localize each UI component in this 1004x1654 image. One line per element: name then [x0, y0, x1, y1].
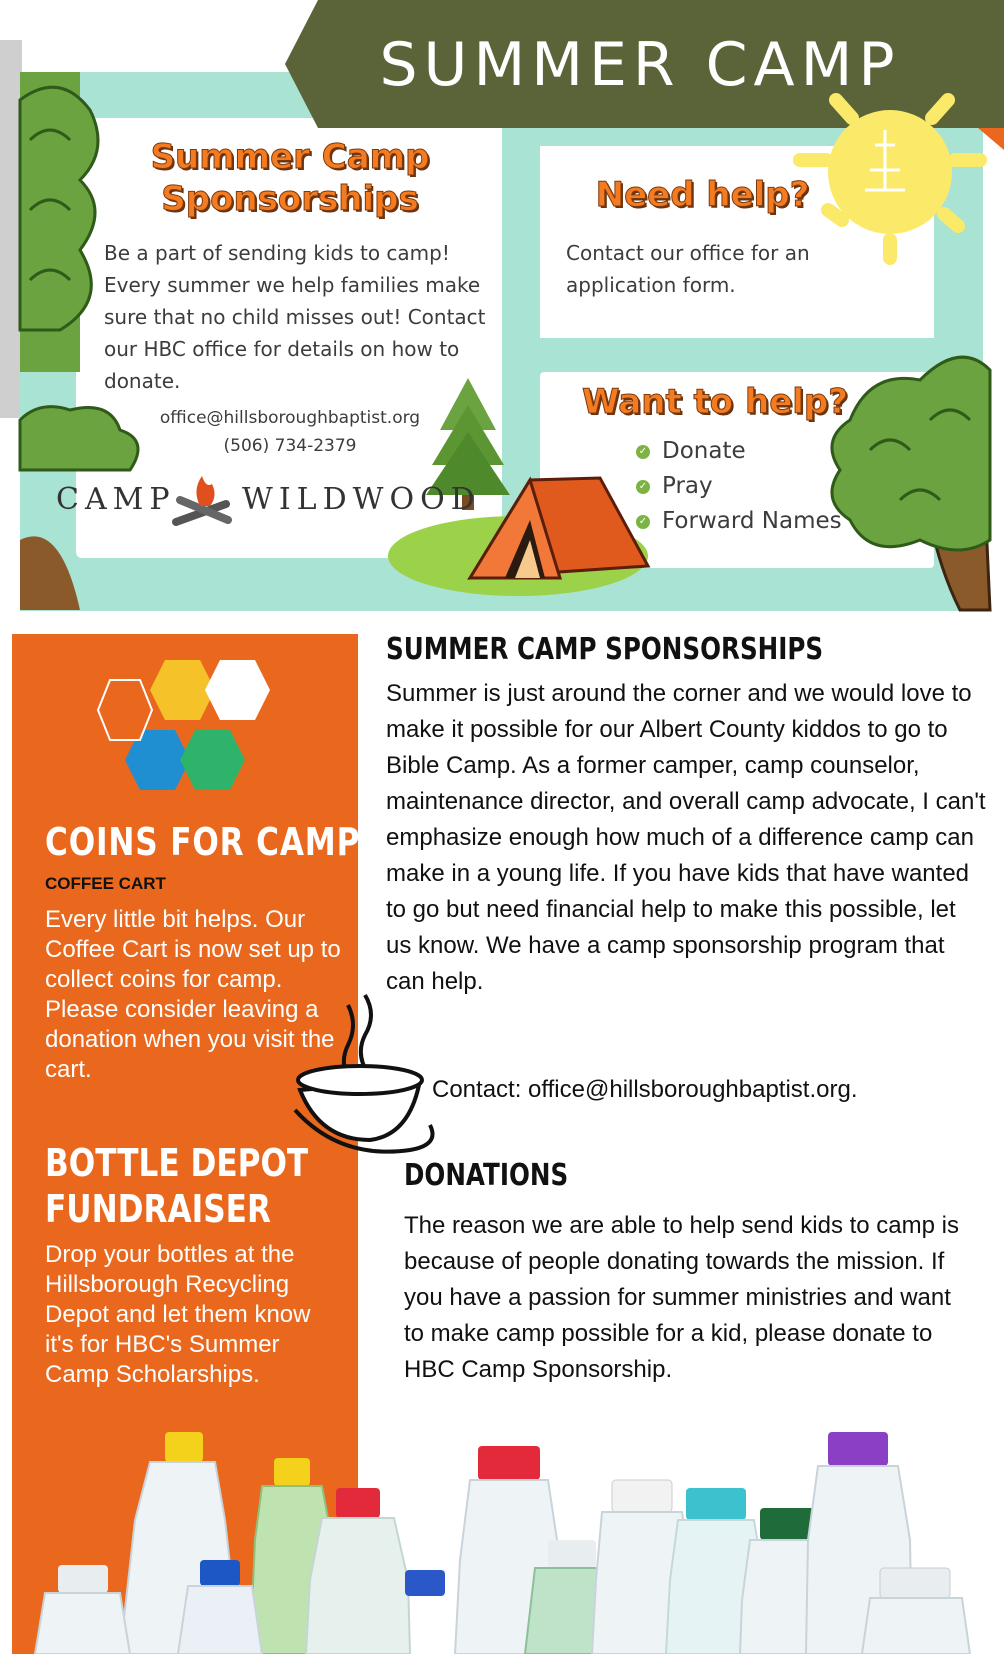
want-to-help-title: Want to help? — [582, 382, 848, 422]
bottle-depot-title — [45, 1140, 308, 1232]
want-to-help-list — [636, 434, 936, 539]
camp-logo-word2: WILDWOOD — [242, 482, 481, 517]
page-title: SUMMER CAMP — [379, 30, 901, 100]
donations-body: The reason we are able to help send kids to camp is because of people donating towards the mission. If you have a passion for summer ministries and want to make camp possible for a kid, please donate to HBC Camp Sponsorship. — [404, 1212, 959, 1383]
campfire-icon — [176, 476, 228, 522]
check-icon: ✓ — [636, 445, 650, 459]
coins-for-camp-title: COINS FOR CAMP — [45, 820, 361, 864]
hillz-kids-logo — [98, 660, 270, 790]
need-help-body: Contact our office for an application form. — [566, 241, 810, 297]
coins-for-camp-body: Every little bit helps. Our Coffee Cart is now set up to collect coins for camp. Please consider leaving a donation when you visit the cart. — [45, 906, 341, 1083]
need-help-title: Need help? — [595, 175, 810, 215]
sponsorships-phone[interactable]: (506) 734-2379 — [223, 436, 357, 456]
donations-title: DONATIONS — [404, 1158, 569, 1193]
bottle-title-line2: FUNDRAISER — [45, 1187, 271, 1231]
list-item — [636, 434, 936, 469]
coffee-cart-label: COFFEE CART — [45, 874, 166, 893]
list-item-label: Donate — [662, 438, 746, 464]
sponsorships-email[interactable]: office@hillsboroughbaptist.org — [159, 408, 421, 428]
bottle-depot-body: Drop your bottles at the Hillsborough Recycling Depot and let them know it's for HBC's Summer Camp Scholarships. — [45, 1241, 311, 1388]
main-article-title: SUMMER CAMP SPONSORSHIPS — [386, 632, 824, 667]
bottle-title-line1: BOTTLE DEPOT — [45, 1141, 309, 1185]
list-item-label: Forward Names — [662, 508, 842, 534]
camp-logo-word1: CAMP — [56, 482, 176, 517]
sponsorships-card-body: Be a part of sending kids to camp! Every summer we help families make sure that no child misses out! Contact our HBC office for details on how to donate. — [104, 241, 486, 393]
main-article-contact[interactable]: Contact: office@hillsboroughbaptist.org. — [432, 1076, 858, 1103]
sponsorships-title-line2: Sponsorships — [161, 179, 419, 219]
band-corner — [978, 128, 1004, 150]
check-icon: ✓ — [636, 480, 650, 494]
left-trunk-icon — [20, 536, 80, 610]
left-bush-icon — [20, 407, 138, 470]
sponsorships-title-line1: Summer Camp — [150, 137, 430, 177]
list-item — [636, 504, 936, 539]
bottles-illustration — [35, 1432, 970, 1654]
left-tree-icon — [20, 72, 98, 372]
list-item-label: Pray — [662, 473, 713, 499]
sponsorships-card-title — [120, 136, 460, 220]
main-article-body: Summer is just around the corner and we would love to make it possible for our Albert County kiddos to go to Bible Camp. As a former camper, camp counselor, maintenance director, and overall camp advocate, I can't emphasize enough how much of a difference camp can make in a young life. If you have kids that have wanted to go but need financial help to make this possible, let us know. We have a camp sponsorship program that can help. — [386, 680, 986, 995]
check-icon: ✓ — [636, 515, 650, 529]
list-item — [636, 469, 936, 504]
